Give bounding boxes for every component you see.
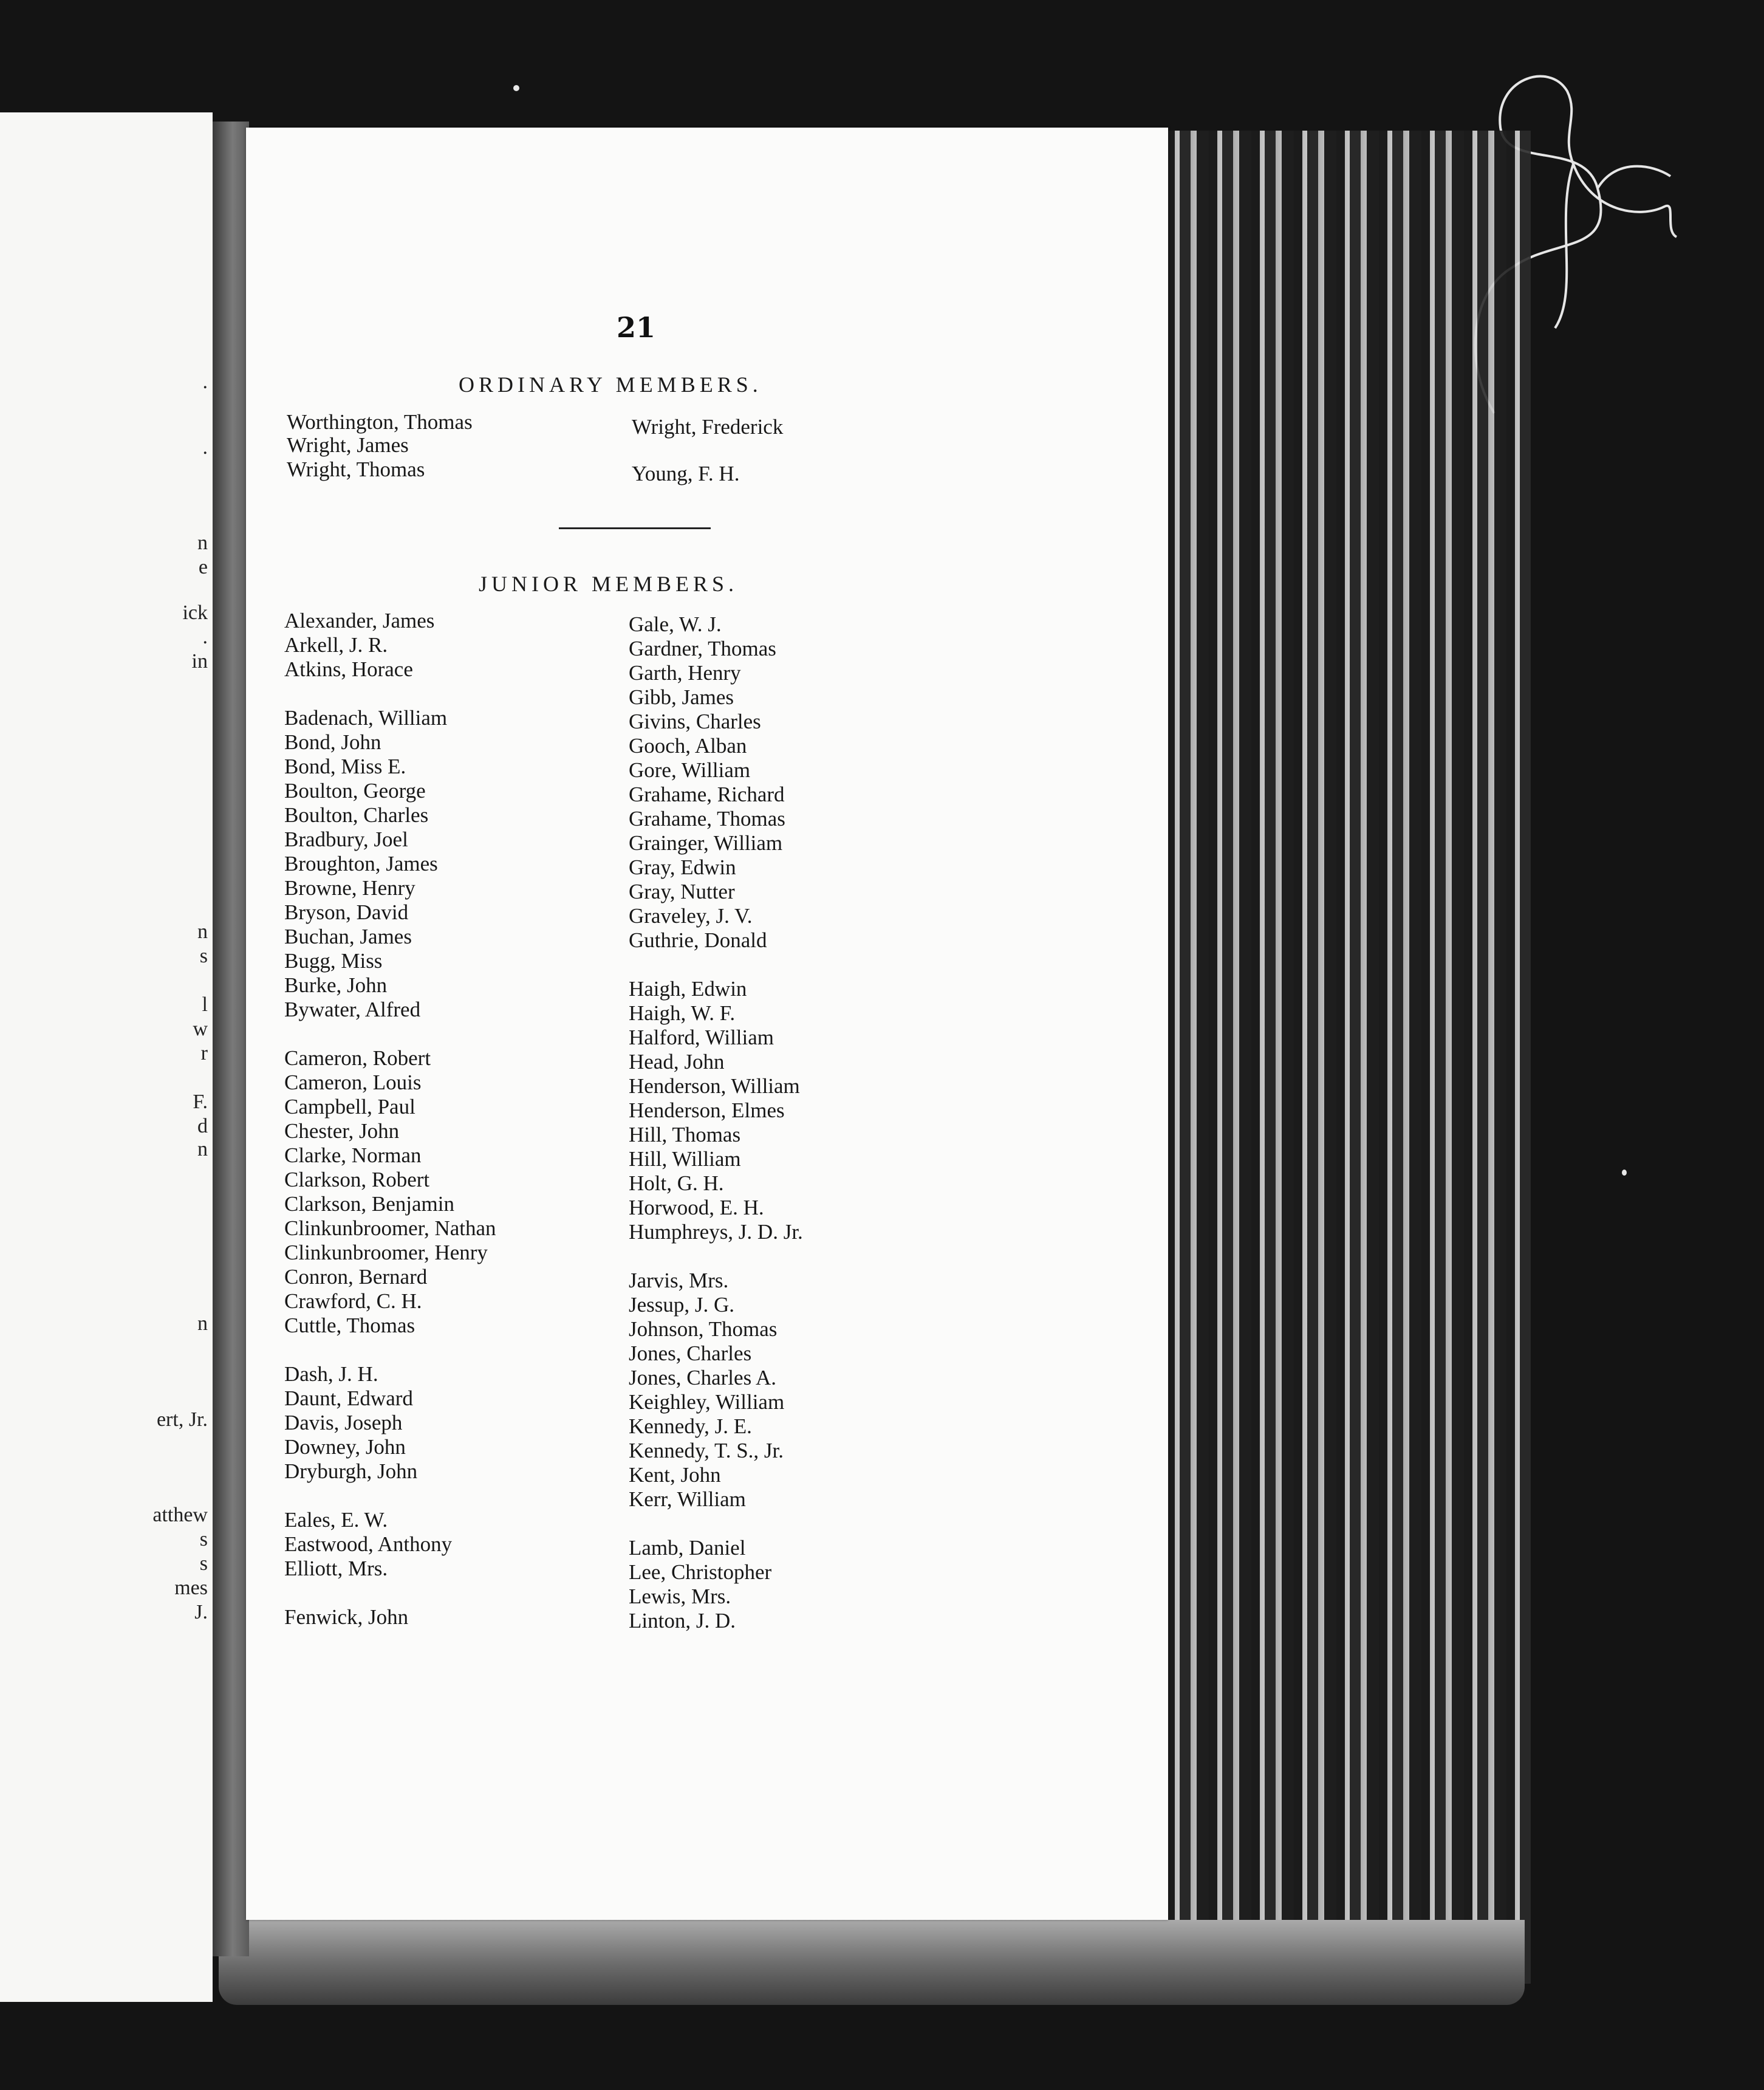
left-page-text-fragment: e [198, 556, 208, 578]
left-page-text-fragment: atthew [152, 1504, 208, 1526]
member-name: Gooch, Alban [629, 734, 747, 758]
left-page-text-fragment: n [197, 532, 208, 554]
left-page-text-fragment: F. [193, 1091, 208, 1113]
left-page-text-fragment: . [202, 626, 208, 648]
member-name: Haigh, W. F. [629, 1001, 736, 1025]
member-name: Cuttle, Thomas [284, 1314, 415, 1337]
member-name: Clinkunbroomer, Henry [284, 1241, 488, 1264]
member-name: Jones, Charles A. [629, 1366, 777, 1389]
member-name: Clinkunbroomer, Nathan [284, 1216, 496, 1240]
page-number: 21 [617, 311, 656, 344]
member-name: Conron, Bernard [284, 1265, 428, 1289]
member-name: Burke, John [284, 973, 388, 997]
member-name: Holt, G. H. [629, 1171, 724, 1195]
member-name: Lamb, Daniel [629, 1536, 746, 1560]
member-name: Crawford, C. H. [284, 1289, 422, 1313]
member-name: Humphreys, J. D. Jr. [629, 1220, 803, 1244]
left-page-text-fragment: ert, Jr. [156, 1408, 208, 1431]
member-name: Gray, Edwin [629, 855, 736, 879]
left-page [0, 112, 213, 2002]
member-name: Eastwood, Anthony [284, 1532, 453, 1556]
member-name: Dryburgh, John [284, 1459, 418, 1483]
member-name: Kent, John [629, 1463, 721, 1487]
left-page-text-fragment: in [191, 650, 208, 673]
member-name: Henderson, William [629, 1074, 800, 1098]
member-name: Downey, John [284, 1435, 406, 1459]
left-page-text-fragment: d [197, 1115, 208, 1137]
section-divider [559, 527, 711, 529]
member-name: Gibb, James [629, 685, 734, 709]
member-name: Grahame, Richard [629, 783, 785, 806]
member-name: Bugg, Miss [284, 949, 383, 973]
member-name: Boulton, Charles [284, 803, 429, 827]
member-name: Clarke, Norman [284, 1143, 422, 1167]
member-name: Bryson, David [284, 900, 409, 924]
junior-members-heading: JUNIOR MEMBERS. [479, 572, 739, 596]
member-name: Lee, Christopher [629, 1560, 772, 1584]
member-name: Linton, J. D. [629, 1609, 736, 1633]
member-name: Johnson, Thomas [629, 1317, 778, 1341]
member-name: Grainger, William [629, 831, 783, 855]
member-name: Kerr, William [629, 1487, 746, 1511]
member-name: Wright, Frederick [632, 415, 784, 439]
left-page-text-fragment: n [197, 920, 208, 943]
left-page-text-fragment: J. [194, 1601, 208, 1623]
member-name: Bradbury, Joel [284, 827, 408, 851]
member-name: Bond, Miss E. [284, 755, 406, 778]
book-page-edges [1166, 131, 1531, 1984]
member-name: Lewis, Mrs. [629, 1585, 731, 1608]
member-name: Badenach, William [284, 706, 448, 730]
member-name: Gray, Nutter [629, 880, 735, 903]
left-page-text-fragment: w [193, 1018, 208, 1040]
ordinary-members-heading: ORDINARY MEMBERS. [459, 372, 762, 397]
member-name: Graveley, J. V. [629, 904, 753, 928]
member-name: Kennedy, T. S., Jr. [629, 1439, 784, 1462]
member-name: Hill, Thomas [629, 1123, 741, 1146]
member-name: Campbell, Paul [284, 1095, 415, 1119]
member-name: Keighley, William [629, 1390, 785, 1414]
left-page-text-fragment: s [199, 1552, 208, 1575]
member-name: Hill, William [629, 1147, 741, 1171]
member-name: Dash, J. H. [284, 1362, 378, 1386]
member-name: Haigh, Edwin [629, 977, 747, 1001]
member-name: Halford, William [629, 1026, 774, 1049]
member-name: Fenwick, John [284, 1605, 409, 1629]
member-name: Grahame, Thomas [629, 807, 785, 831]
member-name: Wright, Thomas [287, 457, 425, 481]
left-page-text-fragment: . [202, 436, 208, 459]
left-page-text-fragment: . [202, 371, 208, 393]
member-name: Daunt, Edward [284, 1386, 413, 1410]
left-page-text-fragment: l [202, 993, 208, 1016]
member-name: Cameron, Louis [284, 1071, 422, 1094]
member-name: Clarkson, Robert [284, 1168, 430, 1191]
dust-speck [1622, 1170, 1627, 1176]
member-name: Browne, Henry [284, 876, 415, 900]
book-binding [219, 1920, 1525, 2005]
member-name: Head, John [629, 1050, 725, 1074]
left-page-text-fragment: ick [182, 601, 208, 624]
member-name: Gardner, Thomas [629, 637, 776, 660]
member-name: Worthington, Thomas [287, 410, 473, 434]
member-name: Wright, James [287, 433, 409, 457]
left-page-text-fragment: n [197, 1312, 208, 1335]
left-page-text-fragment: s [199, 945, 208, 967]
member-name: Elliott, Mrs. [284, 1557, 388, 1580]
member-name: Clarkson, Benjamin [284, 1192, 454, 1216]
left-page-text-fragment: r [200, 1042, 208, 1064]
member-name: Cameron, Robert [284, 1046, 431, 1070]
member-name: Garth, Henry [629, 661, 741, 685]
member-name: Givins, Charles [629, 710, 761, 733]
left-page-text-fragment: mes [174, 1577, 208, 1599]
member-name: Gale, W. J. [629, 612, 722, 636]
member-name: Horwood, E. H. [629, 1196, 764, 1219]
member-name: Atkins, Horace [284, 657, 413, 681]
left-page-text-fragment: s [199, 1528, 208, 1550]
member-name: Young, F. H. [632, 462, 740, 485]
member-name: Arkell, J. R. [284, 633, 388, 657]
member-name: Boulton, George [284, 779, 426, 803]
member-name: Jones, Charles [629, 1341, 752, 1365]
member-name: Bywater, Alfred [284, 998, 421, 1021]
member-name: Jarvis, Mrs. [629, 1269, 729, 1292]
left-page-text-fragment: n [197, 1138, 208, 1160]
member-name: Kennedy, J. E. [629, 1414, 752, 1438]
member-name: Bond, John [284, 730, 381, 754]
member-name: Broughton, James [284, 852, 438, 875]
dust-speck [513, 85, 519, 91]
member-name: Jessup, J. G. [629, 1293, 735, 1317]
member-name: Chester, John [284, 1119, 400, 1143]
member-name: Gore, William [629, 758, 751, 782]
book-gutter [213, 122, 249, 1956]
member-name: Henderson, Elmes [629, 1098, 785, 1122]
member-name: Davis, Joseph [284, 1411, 403, 1434]
member-name: Alexander, James [284, 609, 435, 632]
member-name: Buchan, James [284, 925, 412, 948]
member-name: Eales, E. W. [284, 1508, 388, 1532]
member-name: Guthrie, Donald [629, 928, 767, 952]
